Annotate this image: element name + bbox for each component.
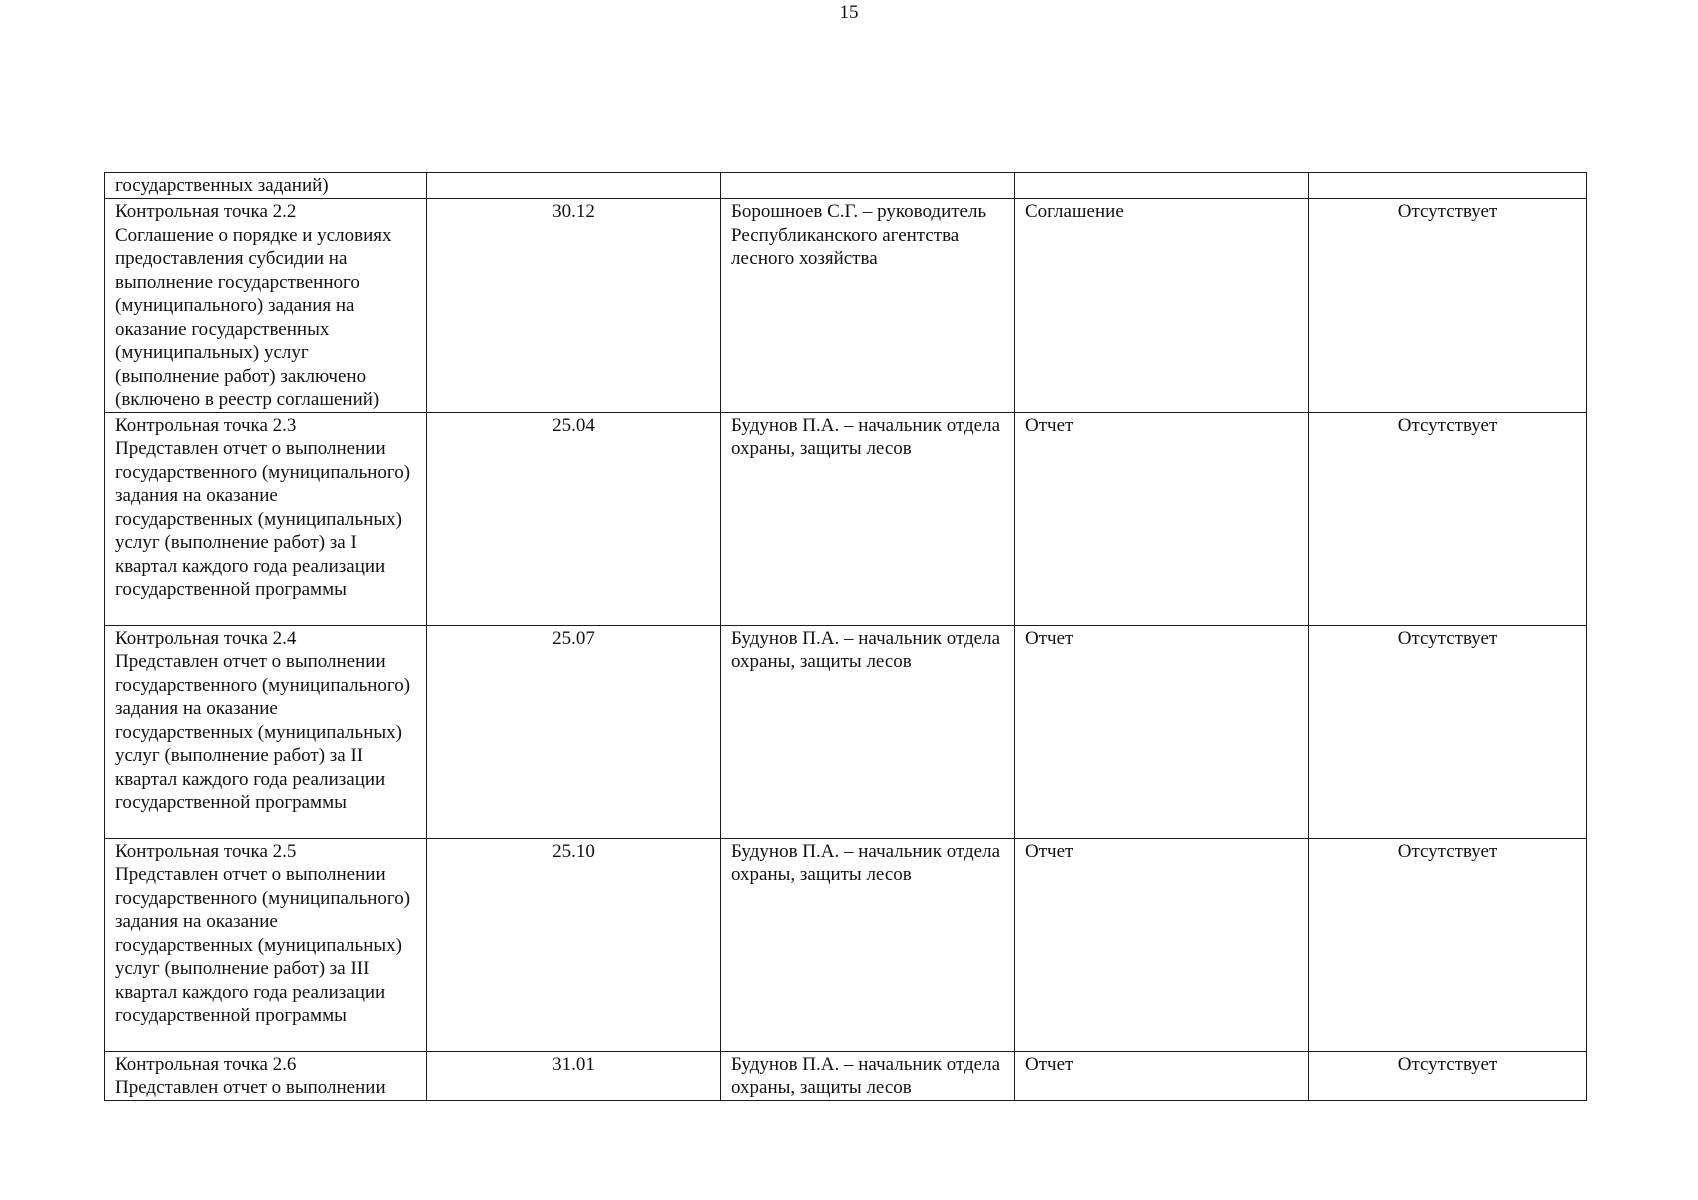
event-cell: государственных заданий)	[105, 173, 427, 199]
responsible-cell: Будунов П.А. – начальник отдела охраны, защиты лесов	[721, 412, 1015, 625]
document-cell	[1015, 173, 1309, 199]
risk-cell: Отсутствует	[1309, 838, 1587, 1051]
responsible-cell: Будунов П.А. – начальник отдела охраны, защиты лесов	[721, 1051, 1015, 1100]
event-cell: Контрольная точка 2.2 Соглашение о порядке и условиях предоставления субсидии на выполнение государственного (муниципального) задания на оказание государственных (муниципальных) услуг (выполнение работ) заключено (включено в реестр соглашений)	[105, 199, 427, 413]
date-cell: 25.07	[427, 625, 721, 838]
page-number: 15	[839, 2, 859, 23]
table-row	[105, 412, 1587, 625]
risk-cell: Отсутствует	[1309, 412, 1587, 625]
risk-cell: Отсутствует	[1309, 625, 1587, 838]
event-cell: Контрольная точка 2.6 Представлен отчет о выполнении	[105, 1051, 427, 1100]
date-cell: 25.04	[427, 412, 721, 625]
document-cell: Отчет	[1015, 625, 1309, 838]
control-points-table	[104, 172, 1587, 1101]
table-row	[105, 199, 1587, 413]
document-cell: Отчет	[1015, 412, 1309, 625]
table-row	[105, 838, 1587, 1051]
table-row	[105, 1051, 1587, 1100]
event-cell: Контрольная точка 2.4 Представлен отчет о выполнении государственного (муниципального) задания на оказание государственных (муниципальных) услуг (выполнение работ) за II квартал каждого года реализации государственной программы	[105, 625, 427, 838]
risk-cell	[1309, 173, 1587, 199]
responsible-cell: Борошноев С.Г. – руководитель Республиканского агентства лесного хозяйства	[721, 199, 1015, 413]
document-cell: Отчет	[1015, 838, 1309, 1051]
event-cell: Контрольная точка 2.5 Представлен отчет о выполнении государственного (муниципального) задания на оказание государственных (муниципальных) услуг (выполнение работ) за III квартал каждого года реализации государственной программы	[105, 838, 427, 1051]
table-row	[105, 173, 1587, 199]
table-row	[105, 625, 1587, 838]
responsible-cell: Будунов П.А. – начальник отдела охраны, защиты лесов	[721, 625, 1015, 838]
risk-cell: Отсутствует	[1309, 1051, 1587, 1100]
event-cell: Контрольная точка 2.3 Представлен отчет о выполнении государственного (муниципального) задания на оказание государственных (муниципальных) услуг (выполнение работ) за I квартал каждого года реализации государственной программы	[105, 412, 427, 625]
responsible-cell: Будунов П.А. – начальник отдела охраны, защиты лесов	[721, 838, 1015, 1051]
date-cell: 31.01	[427, 1051, 721, 1100]
responsible-cell	[721, 173, 1015, 199]
date-cell: 25.10	[427, 838, 721, 1051]
risk-cell: Отсутствует	[1309, 199, 1587, 413]
date-cell: 30.12	[427, 199, 721, 413]
date-cell	[427, 173, 721, 199]
document-cell: Отчет	[1015, 1051, 1309, 1100]
document-cell: Соглашение	[1015, 199, 1309, 413]
